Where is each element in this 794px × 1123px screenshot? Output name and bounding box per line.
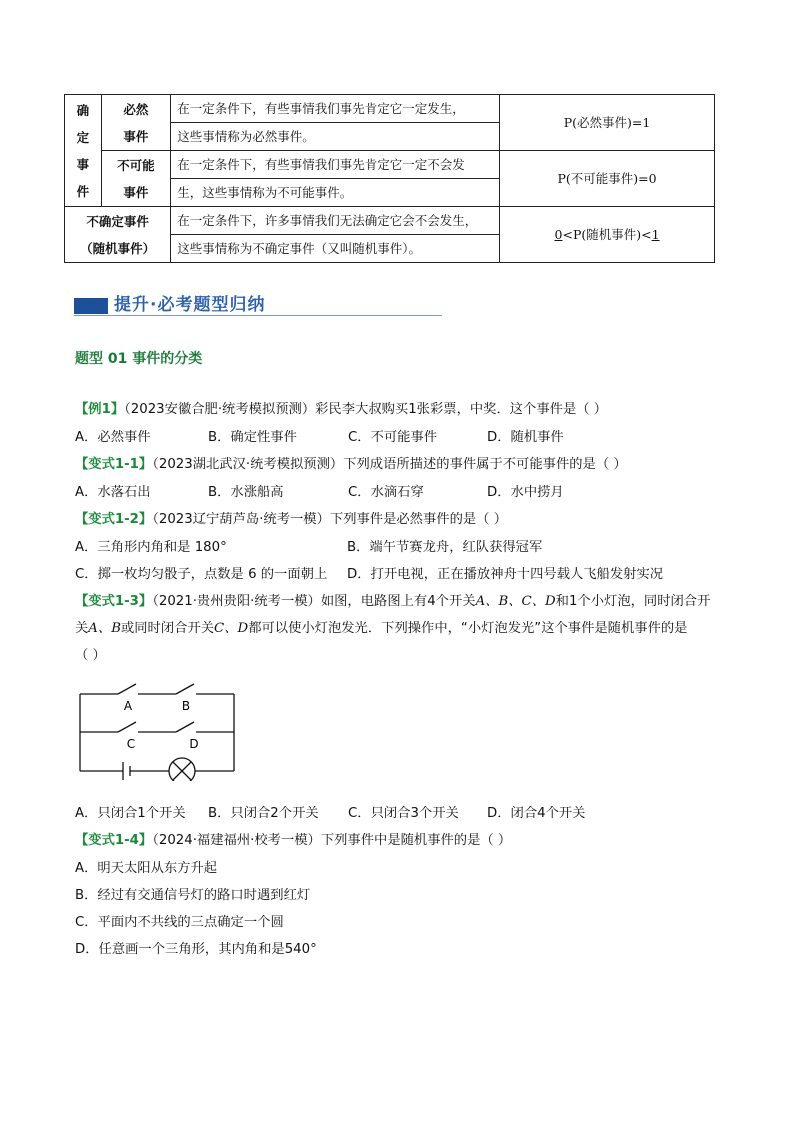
question-text: 都可以使小灯泡发光．下列操作中，“小灯泡发光”这个事件是随机事件的是 [248,621,688,636]
certain-event-label [101,95,171,151]
table-row-impossible [65,151,715,179]
question-text: 关 [75,621,89,636]
option-a: A．三角形内角和是 180° [75,540,227,555]
label-line: 不确定事件 [86,213,149,229]
question-text: （2021·贵州贵阳·统考一模）如图，电路图上有4个开关 [152,594,476,609]
label-line: 事件 [123,128,149,144]
table-row-uncertain [65,207,715,235]
uncertain-event-formula [500,207,715,263]
uncertain-event-label [65,207,171,263]
option-c: C．水滴石穿 [348,485,424,500]
category-char: 件 [76,183,90,199]
option-b: B．端午节赛龙舟，红队获得冠军 [347,540,543,555]
determined-event-category [65,95,102,207]
formula-zero: 0 [554,227,563,242]
option-a: A．水落石出 [75,485,151,500]
variant-tag: 【变式1-3】 [75,594,153,609]
label-line: （随机事件） [80,240,156,256]
impossible-event-desc: 生，这些事情称为不可能事件。 [171,179,500,207]
uncertain-event-desc: 这些事情称为不确定事件（又叫随机事件）。 [171,235,500,263]
option-d: D．打开电视，正在播放神舟十四号载人飞船发射实况 [347,567,664,582]
option-d: D．任意画一个三角形，其内角和是540° [75,942,317,957]
uncertain-event-desc: 在一定条件下，许多事情我们无法确定它会不会发生， [171,207,500,235]
example1-stem [75,398,607,417]
question-text: （2024·福建福州·校考一模）下列事件中是随机事件的是（ ） [152,833,512,848]
impossible-event-formula: P(不可能事件)=0 [500,151,715,207]
section-banner [74,290,442,318]
table-row-certain [65,95,715,123]
question-text: （2023辽宁葫芦岛·统考一模）下列事件是必然事件的是（ ） [152,512,507,527]
label-line: 事件 [123,184,149,200]
question-text: （2023湖北武汉·统考模拟预测）下列成语所描述的事件属于不可能事件的是（ ） [152,457,627,472]
question-text: （2023安徽合肥·统考模拟预测）彩民李大叔购买1张彩票，中奖．这个事件是（ ） [124,402,608,417]
switch-label-d: D [189,737,199,751]
option-d: D．水中捞月 [487,485,564,500]
variant-tag: 【变式1-4】 [75,833,153,848]
option-d: D．随机事件 [487,430,564,445]
formula-mid: <P(随机事件)< [562,227,652,242]
option-b: B．确定性事件 [208,430,297,445]
switch-variables: C、D [214,621,249,636]
example-tag: 【例1】 [75,402,125,417]
option-a: A．必然事件 [75,430,151,445]
variant13-stem-line2 [75,617,687,636]
variant11-stem [75,453,627,472]
variant13-stem-line3: （ ） [75,648,106,663]
impossible-event-desc: 在一定条件下，有些事情我们事先肯定它一定不会发 [171,151,500,179]
option-c: C．掷一枚均匀骰子，点数是 6 的一面朝上 [75,567,328,582]
option-c: C．平面内不共线的三点确定一个圆 [75,915,284,930]
switch-label-a: A [123,699,133,713]
certain-event-formula: P(必然事件)=1 [500,95,715,151]
formula-one: 1 [651,227,660,242]
category-char: 事 [76,156,90,172]
switch-variables: A、B、C、D [475,594,556,609]
question-text: 和1个小灯泡，同时闭合开 [555,594,711,609]
variant14-stem [75,829,511,848]
question-type-heading: 题型 01 事件的分类 [75,351,203,367]
circuit-diagram [70,676,245,781]
event-definition-table [64,94,715,263]
option-c: C．只闭合3个开关 [348,806,459,821]
variant-tag: 【变式1-1】 [75,457,153,472]
switch-label-b: B [181,699,191,713]
option-b: B．经过有交通信号灯的路口时遇到红灯 [75,888,311,903]
certain-event-desc: 在一定条件下，有些事情我们事先肯定它一定发生， [171,95,500,123]
variant12-stem [75,508,507,527]
category-char: 确 [76,102,90,118]
certain-event-desc: 这些事情称为必然事件。 [171,123,500,151]
option-b: B．水涨船高 [208,485,284,500]
question-text: 或同时闭合开关 [120,621,215,636]
option-c: C．不可能事件 [348,430,438,445]
switch-variables: A、B [88,621,121,636]
impossible-event-label [101,151,171,207]
banner-underline [74,315,442,316]
variant-tag: 【变式1-2】 [75,512,153,527]
category-char: 定 [76,129,90,145]
switch-label-c: C [126,737,136,751]
variant13-stem-line1 [75,590,710,609]
option-b: B．只闭合2个开关 [208,806,319,821]
label-line: 不可能 [117,157,155,173]
banner-bar [74,298,108,314]
option-a: A．明天太阳从东方升起 [75,861,218,876]
option-d: D．闭合4个开关 [487,806,586,821]
option-a: A．只闭合1个开关 [75,806,186,821]
section-title: 提升·必考题型归纳 [114,295,266,315]
label-line: 必然 [123,101,149,117]
